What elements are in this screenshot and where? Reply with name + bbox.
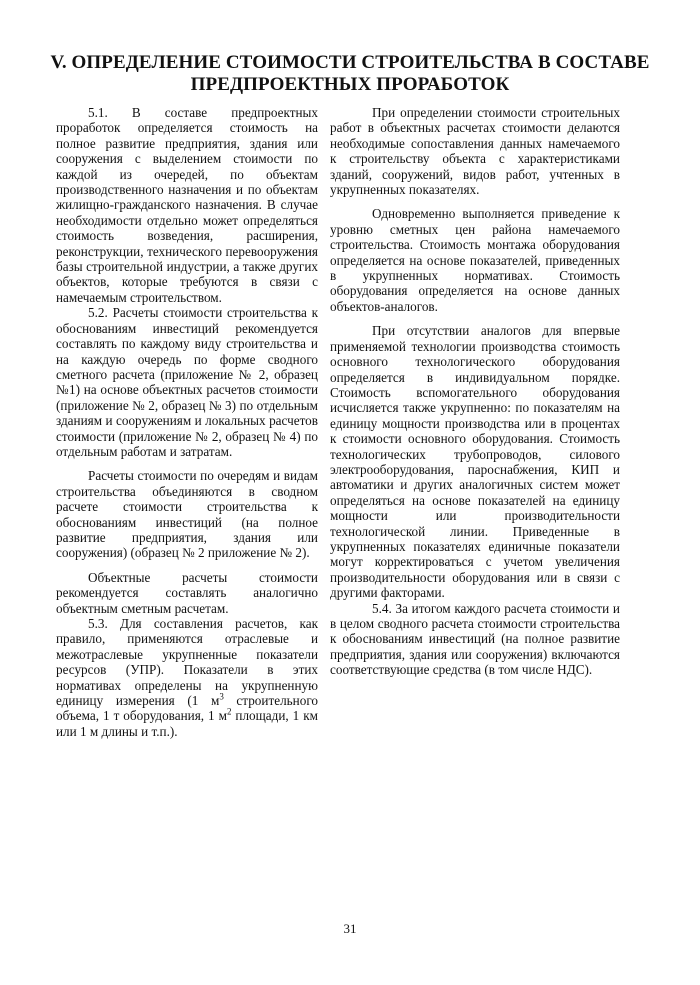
paragraph-5-3-part-2: строительного объема, 1 т оборудования, 1 м: [56, 693, 318, 724]
paragraph-price-level: Одновременно выполняется приведение к уровню сметных цен района намечаемого строительства. Стоимость монтажа оборудования определяется на основе показателей, приведенных в укрупненных нормативах. Стоимость оборудования определяется на основе данных объектов-аналогов.: [330, 206, 620, 314]
paragraph-stages: Расчеты стоимости по очередям и видам строительства объединяются в сводном расчете стоимости строительства к обоснованиям инвестиций (на полное развитие предприятия, здания или сооружения) (образец № 2 приложение № 2).: [56, 468, 318, 561]
paragraph-no-analogs: При отсутствии аналогов для впервые применяемой технологии производства стоимость основного технологического оборудования определяется в индивидуальном порядке. Стоимость вспомогательного оборудования исчисляется также укрупненно: по показателям на единицу мощности производства или в процентах к стоимости основного оборудования. Стоимость технологических трубопроводов, силового электрооборудования, пароснабжения, КИП и автоматики и других аналогичных систем может определяться на основе показателей на единицу мощности или производительности технологической линии. Приведенные в укрупненных показателях единичные показатели могут корректироваться с учетом увеличения производительности оборудования или в связи с другими факторами.: [330, 323, 620, 601]
paragraph-5-4: 5.4. За итогом каждого расчета стоимости и в целом сводного расчета стоимости строительства к обоснованиям инвестиций (на полное развитие предприятия, здания или сооружения) включаются соответствующие средства (в том числе НДС).: [330, 600, 620, 678]
title-line-1: V. ОПРЕДЕЛЕНИЕ СТОИМОСТИ СТРОИТЕЛЬСТВА В СОСТАВЕ: [50, 52, 650, 73]
page-number: 31: [343, 921, 357, 936]
superscript-cubic: 3: [219, 691, 224, 702]
paragraph-5-3: [56, 616, 318, 739]
paragraph-5-1: 5.1. В составе предпроектных проработок определяется стоимость на полное развитие предприятия, здания или сооружения с выделением стоимости по каждой из очередей, по объектам производственного назначения и по объектам жилищно-гражданского назначения. В случае необходимости отдельно может определяться стоимость возведения, расширения, реконструкции, технического перевооружения базы строительной индустрии, а также других объектов, которые требуются в связи с намечаемым строительством.: [56, 105, 318, 305]
paragraph-5-3-part-3: площади, 1 км или 1 м длины и т.п.).: [56, 708, 318, 739]
superscript-square: 2: [226, 707, 232, 718]
paragraph-5-3-part-1: 5.3. Для составления расчетов, как правило, применяются отраслевые и межотраслевые укрупненные показатели ресурсов (УПР). Показатели в этих нормативах определены на укрупненную единицу измерения (1 м: [56, 616, 318, 709]
page-title: [40, 52, 660, 96]
paragraph-construction-cost: При определении стоимости строительных работ в объектных расчетах стоимости делаются необходимые сопоставления данных намечаемого к строительству объекта с характеристиками зданий, сооружений, видов работ, учтенных в укрупненных показателях.: [330, 105, 620, 198]
left-column: [56, 105, 318, 739]
title-line-2: ПРЕДПРОЕКТНЫХ ПРОРАБОТОК: [190, 74, 510, 95]
paragraph-5-2: 5.2. Расчеты стоимости строительства к обоснованиям инвестиций рекомендуется составлять по каждому виду строительства и на каждую очередь по форме сводного сметного расчета (приложение № 2, образец №1) на основе объектных расчетов стоимости (приложение № 2, образец № 3) по отдельным зданиям и сооружениям и локальных расчетов стоимости (приложение № 2, образец № 4) по отдельным работам и затратам.: [56, 305, 318, 459]
paragraph-object-estimates: Объектные расчеты стоимости рекомендуется составлять аналогично объектным сметным расчетам.: [56, 569, 318, 616]
right-column: [330, 105, 620, 678]
